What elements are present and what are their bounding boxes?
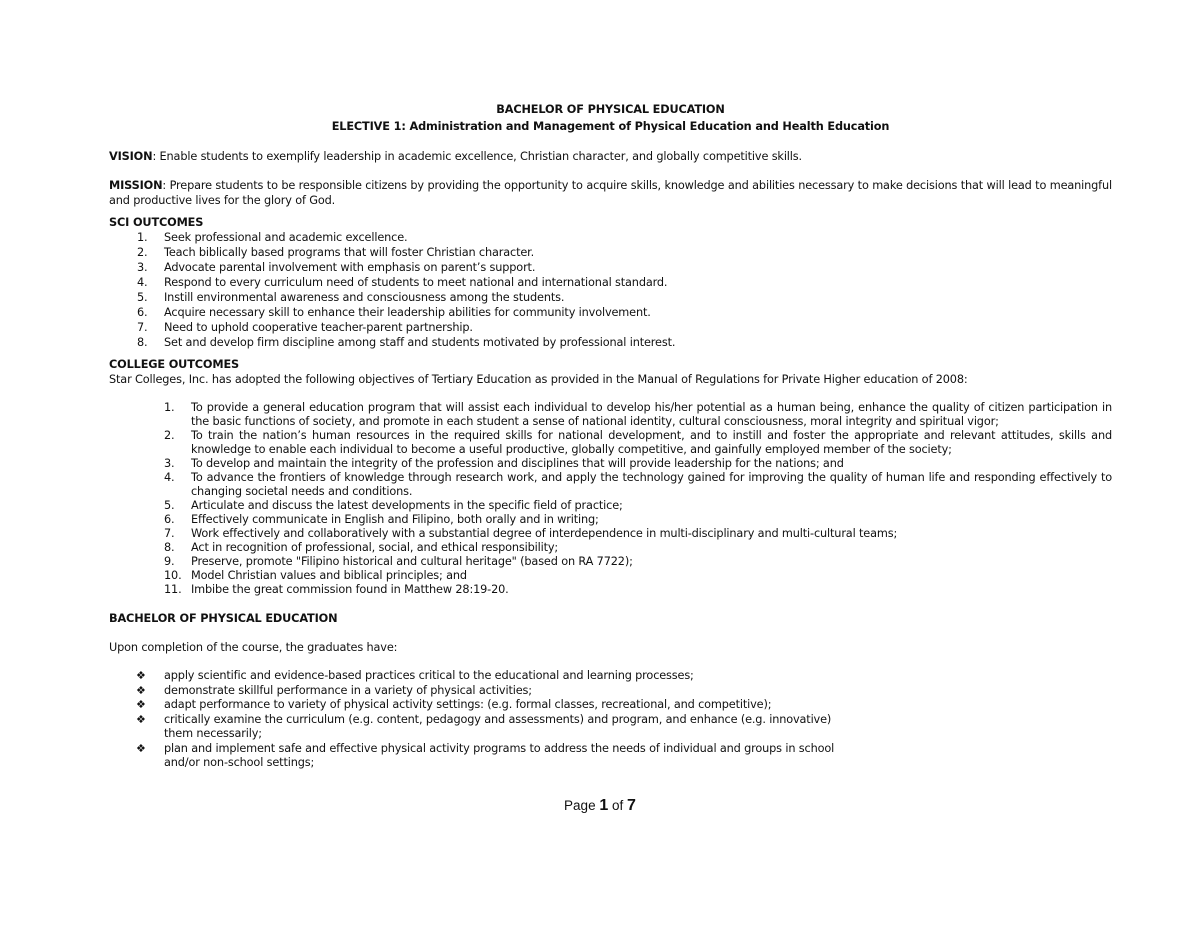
list-item: 9. Preserve, promote "Filipino historical and cultural heritage" (based on RA 7722); <box>164 555 633 568</box>
list-item: 1. Seek professional and academic excellence. <box>137 231 408 244</box>
list-item: 6. Effectively communicate in English and Filipino, both orally and in writing; <box>164 513 599 526</box>
page-word: Page <box>564 798 596 813</box>
total-pages-number: 7 <box>627 797 636 814</box>
list-item: 3. Advocate parental involvement with emphasis on parent’s support. <box>137 261 536 274</box>
list-item: 7. Work effectively and collaboratively with a substantial degree of interdependence in multi-disciplinary and multi-cultural teams; <box>164 527 898 540</box>
diamond-bullet-icon: ❖ <box>136 683 146 697</box>
college-outcomes-list <box>109 401 1112 597</box>
bpe-outcomes-list <box>109 669 1112 771</box>
mission-label: MISSION <box>109 179 163 192</box>
list-item: ❖ demonstrate skillful performance in a variety of physical activities; <box>136 683 532 697</box>
list-item: 3. To develop and maintain the integrity of the profession and disciplines that will provide leadership for the nations; and <box>164 457 844 470</box>
page-footer <box>0 797 1200 815</box>
list-item: 8. Act in recognition of professional, social, and ethical responsibility; <box>164 541 559 554</box>
vision-paragraph <box>109 149 1112 164</box>
of-word: of <box>612 798 624 813</box>
list-item: ❖ adapt performance to variety of physical activity settings: (e.g. formal classes, recreational, and competitive); <box>136 698 772 711</box>
list-item: 1. To provide a general education program that will assist each individual to develop his/her potential as a human being, enhance the quality of citizen participation in the basic functions of society, and promote in each student a sense of national identity, cultural consciousness, moral integrity and spiritual vigor; <box>164 401 1112 428</box>
college-outcomes-intro: Star Colleges, Inc. has adopted the following objectives of Tertiary Education as provided in the Manual of Regulations for Private Higher education of 2008: <box>109 373 968 386</box>
sci-outcomes-heading: SCI OUTCOMES <box>109 216 204 229</box>
list-item: 7. Need to uphold cooperative teacher-parent partnership. <box>137 321 473 334</box>
list-item: 2. Teach biblically based programs that will foster Christian character. <box>137 246 535 259</box>
diamond-bullet-icon: ❖ <box>136 712 146 726</box>
bpe-intro: Upon completion of the course, the graduates have: <box>109 641 398 654</box>
mission-text: : Prepare students to be responsible citizens by providing the opportunity to acquire skills, knowledge and abilities necessary to make decisions that will lead to meaningful and productive lives for the glory of God. <box>109 179 1112 207</box>
list-item: ❖ plan and implement safe and effective physical activity programs to address the needs of individual and groups in school and/or non-school settings; <box>136 741 835 769</box>
diamond-bullet-icon: ❖ <box>136 698 146 711</box>
list-item: 8. Set and develop firm discipline among staff and students motivated by professional interest. <box>137 336 676 349</box>
current-page-number: 1 <box>599 797 609 814</box>
list-item: 10. Model Christian values and biblical principles; and <box>164 569 467 582</box>
document-subtitle: ELECTIVE 1: Administration and Management of Physical Education and Health Education <box>331 119 890 133</box>
document-title: BACHELOR OF PHYSICAL EDUCATION <box>496 103 725 116</box>
diamond-bullet-icon: ❖ <box>136 741 146 755</box>
list-item: 6. Acquire necessary skill to enhance their leadership abilities for community involvement. <box>137 306 651 319</box>
list-item: 4. To advance the frontiers of knowledge through research work, and apply the technology gained for improving the quality of human life and responding effectively to changing societal needs and conditions. <box>164 471 1112 498</box>
mission-paragraph <box>109 178 1112 208</box>
list-item: ❖ critically examine the curriculum (e.g. content, pedagogy and assessments) and program, and enhance (e.g. innovative) them necessarily; <box>136 712 832 740</box>
vision-label: VISION <box>109 150 153 163</box>
bpe-heading: BACHELOR OF PHYSICAL EDUCATION <box>109 612 338 625</box>
diamond-bullet-icon: ❖ <box>136 669 146 682</box>
college-outcomes-heading: COLLEGE OUTCOMES <box>109 358 240 371</box>
list-item: 11. Imbibe the great commission found in Matthew 28:19-20. <box>164 583 509 596</box>
list-item: 2. To train the nation’s human resources in the required skills for national development, and to instill and foster the appropriate and relevant attitudes, skills and knowledge to enable each individual to become a useful productive, globally competitive, and gainfully employed member of the society; <box>164 429 1112 456</box>
list-item: 5. Articulate and discuss the latest developments in the specific field of practice; <box>164 499 623 512</box>
vision-text: : Enable students to exemplify leadership in academic excellence, Christian character, and globally competitive skills. <box>152 150 802 163</box>
list-item: ❖ apply scientific and evidence-based practices critical to the educational and learning processes; <box>136 669 694 682</box>
sci-outcomes-list <box>109 230 1112 350</box>
document-body <box>109 102 1112 771</box>
list-item: 5. Instill environmental awareness and consciousness among the students. <box>137 291 565 304</box>
list-item: 4. Respond to every curriculum need of students to meet national and international standard. <box>137 276 668 289</box>
